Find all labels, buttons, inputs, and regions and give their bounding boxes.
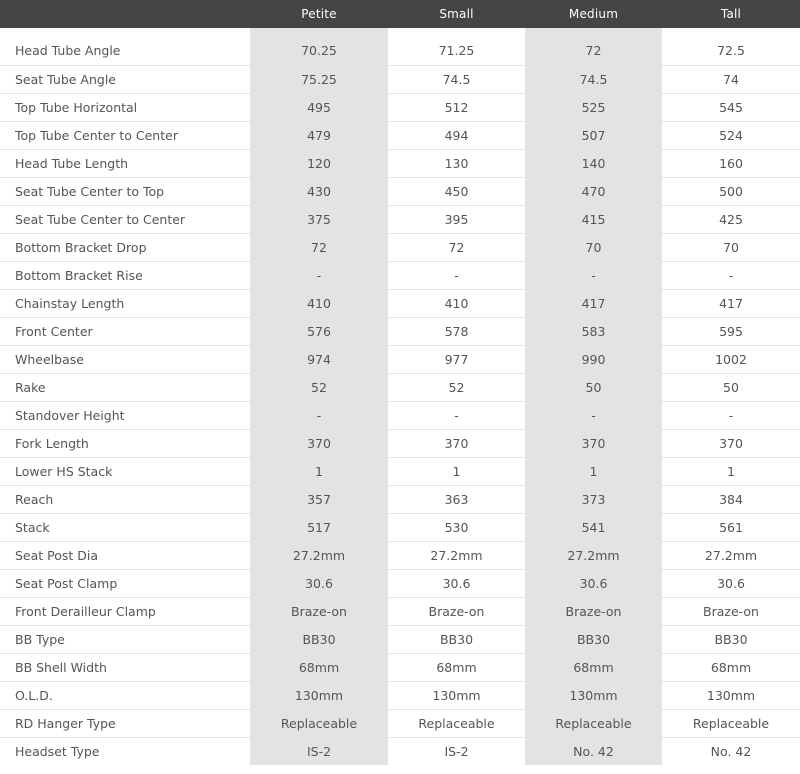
value-cell-petite: 27.2mm (250, 541, 388, 569)
value-cell-petite: 357 (250, 485, 388, 513)
header-row (0, 0, 800, 28)
value-cell-petite: 375 (250, 205, 388, 233)
value-cell-medium: 27.2mm (525, 541, 662, 569)
value-cell-tall: - (662, 261, 800, 289)
spacer-cell (0, 28, 250, 37)
value-cell-small: 130 (388, 149, 525, 177)
value-cell-medium: 541 (525, 513, 662, 541)
row-label: BB Type (0, 625, 250, 653)
table-row (0, 93, 800, 121)
value-cell-petite: 1 (250, 457, 388, 485)
value-cell-small: 578 (388, 317, 525, 345)
spacer-cell (525, 28, 662, 37)
value-cell-petite: Replaceable (250, 709, 388, 737)
value-cell-medium: 415 (525, 205, 662, 233)
table-row (0, 681, 800, 709)
value-cell-petite: 30.6 (250, 569, 388, 597)
value-cell-small: Replaceable (388, 709, 525, 737)
value-cell-tall: 27.2mm (662, 541, 800, 569)
row-label: Seat Tube Angle (0, 65, 250, 93)
value-cell-medium: 30.6 (525, 569, 662, 597)
value-cell-small: 363 (388, 485, 525, 513)
value-cell-petite: 72 (250, 233, 388, 261)
value-cell-medium: 990 (525, 345, 662, 373)
spacer-cell (662, 28, 800, 37)
value-cell-petite: 120 (250, 149, 388, 177)
value-cell-medium: 470 (525, 177, 662, 205)
value-cell-small: 395 (388, 205, 525, 233)
value-cell-petite: 974 (250, 345, 388, 373)
row-label: Head Tube Length (0, 149, 250, 177)
table-row (0, 569, 800, 597)
row-label: Top Tube Horizontal (0, 93, 250, 121)
row-label: Seat Tube Center to Center (0, 205, 250, 233)
value-cell-petite: 410 (250, 289, 388, 317)
value-cell-tall: 561 (662, 513, 800, 541)
value-cell-tall: 524 (662, 121, 800, 149)
table-row (0, 149, 800, 177)
value-cell-small: - (388, 261, 525, 289)
value-cell-medium: 70 (525, 233, 662, 261)
row-label: BB Shell Width (0, 653, 250, 681)
value-cell-small: 1 (388, 457, 525, 485)
value-cell-medium: 1 (525, 457, 662, 485)
table-row (0, 541, 800, 569)
row-label: Chainstay Length (0, 289, 250, 317)
value-cell-small: IS-2 (444, 743, 469, 759)
value-cell-small: 27.2mm (388, 541, 525, 569)
value-cell-tall: Braze-on (662, 597, 800, 625)
value-cell-tall: BB30 (662, 625, 800, 653)
table-row (0, 485, 800, 513)
value-cell-tall: 160 (662, 149, 800, 177)
value-cell-tall: 595 (662, 317, 800, 345)
value-cell-medium: - (525, 261, 662, 289)
value-cell-tall: 130mm (662, 681, 800, 709)
value-cell-petite: - (250, 401, 388, 429)
row-label: Bottom Bracket Drop (0, 233, 250, 261)
table-row (0, 289, 800, 317)
value-cell-medium: 74.5 (525, 65, 662, 93)
header-size-small: Small (439, 7, 474, 21)
value-cell-tall: 417 (662, 289, 800, 317)
value-cell-small: 68mm (388, 653, 525, 681)
value-cell-small: 450 (388, 177, 525, 205)
row-label: Headset Type (15, 743, 100, 759)
spacer-cell (388, 28, 525, 37)
header-label-cell (0, 0, 250, 28)
value-cell-medium: No. 42 (525, 737, 662, 765)
value-cell-small: 370 (388, 429, 525, 457)
row-label: Rake (0, 373, 250, 401)
value-cell-small: 410 (388, 289, 525, 317)
value-cell-petite: 370 (250, 429, 388, 457)
table-row (0, 401, 800, 429)
value-cell-petite: 70.25 (250, 37, 388, 65)
value-cell-small: 530 (388, 513, 525, 541)
table-row (0, 345, 800, 373)
value-cell-small: BB30 (388, 625, 525, 653)
row-label: Standover Height (0, 401, 250, 429)
table-row (0, 737, 800, 765)
value-cell-petite: 576 (250, 317, 388, 345)
value-cell-tall: 1 (662, 457, 800, 485)
value-cell-tall: 72.5 (662, 37, 800, 65)
table-row (0, 65, 800, 93)
spacer-cell (250, 28, 388, 37)
value-cell-tall: No. 42 (710, 743, 752, 759)
value-cell-small: 71.25 (388, 37, 525, 65)
header-size-petite: Petite (301, 7, 337, 21)
value-cell-tall: 370 (662, 429, 800, 457)
value-cell-tall: 545 (662, 93, 800, 121)
value-cell-small: - (388, 401, 525, 429)
value-cell-medium: 525 (525, 93, 662, 121)
table-row (0, 233, 800, 261)
value-cell-petite: 130mm (250, 681, 388, 709)
table-row (0, 625, 800, 653)
value-cell-tall: - (662, 401, 800, 429)
value-cell-tall: 74 (662, 65, 800, 93)
table-row (0, 261, 800, 289)
row-label: Bottom Bracket Rise (0, 261, 250, 289)
table-row (0, 205, 800, 233)
table-row (0, 709, 800, 737)
value-cell-medium: - (525, 401, 662, 429)
row-label: Head Tube Angle (0, 37, 250, 65)
value-cell-medium: 130mm (525, 681, 662, 709)
value-cell-medium: 583 (525, 317, 662, 345)
table-row (0, 597, 800, 625)
value-cell-medium: 507 (525, 121, 662, 149)
table-row (0, 513, 800, 541)
value-cell-petite: 517 (250, 513, 388, 541)
value-cell-tall: 500 (662, 177, 800, 205)
row-label: Stack (0, 513, 250, 541)
value-cell-petite: 52 (250, 373, 388, 401)
value-cell-tall: Replaceable (662, 709, 800, 737)
value-cell-petite: - (250, 261, 388, 289)
header-size-tall: Tall (720, 7, 742, 21)
value-cell-small: 977 (388, 345, 525, 373)
row-label: Seat Post Clamp (0, 569, 250, 597)
value-cell-medium: BB30 (525, 625, 662, 653)
value-cell-medium: 140 (525, 149, 662, 177)
value-cell-petite: 75.25 (250, 65, 388, 93)
table-row (0, 653, 800, 681)
value-cell-tall: 50 (662, 373, 800, 401)
table-row (0, 177, 800, 205)
header-size-medium: Medium (568, 7, 619, 21)
row-label: O.L.D. (0, 681, 250, 709)
value-cell-medium: 72 (525, 37, 662, 65)
value-cell-medium: 373 (525, 485, 662, 513)
value-cell-tall: 70 (662, 233, 800, 261)
value-cell-medium: 417 (525, 289, 662, 317)
table-row (0, 37, 800, 65)
value-cell-tall: 30.6 (662, 569, 800, 597)
value-cell-tall: 1002 (662, 345, 800, 373)
row-label: Wheelbase (0, 345, 250, 373)
row-label: Front Derailleur Clamp (0, 597, 250, 625)
row-label: Lower HS Stack (0, 457, 250, 485)
row-label: Top Tube Center to Center (0, 121, 250, 149)
row-label: Fork Length (0, 429, 250, 457)
value-cell-small: 52 (388, 373, 525, 401)
value-cell-tall: 68mm (662, 653, 800, 681)
value-cell-petite: BB30 (250, 625, 388, 653)
value-cell-medium: Replaceable (525, 709, 662, 737)
table-row (0, 121, 800, 149)
row-label: RD Hanger Type (0, 709, 250, 737)
value-cell-petite: 495 (250, 93, 388, 121)
value-cell-medium: 50 (525, 373, 662, 401)
value-cell-petite: 430 (250, 177, 388, 205)
table-row (0, 317, 800, 345)
row-label: Reach (0, 485, 250, 513)
value-cell-petite: 68mm (250, 653, 388, 681)
value-cell-medium: Braze-on (525, 597, 662, 625)
value-cell-small: 74.5 (388, 65, 525, 93)
value-cell-small: 72 (388, 233, 525, 261)
row-label: Seat Tube Center to Top (0, 177, 250, 205)
value-cell-small: 494 (388, 121, 525, 149)
value-cell-petite: IS-2 (250, 737, 388, 765)
table-row (0, 429, 800, 457)
value-cell-tall: 425 (662, 205, 800, 233)
value-cell-petite: 479 (250, 121, 388, 149)
value-cell-small: 130mm (388, 681, 525, 709)
value-cell-medium: 68mm (525, 653, 662, 681)
value-cell-small: 512 (388, 93, 525, 121)
value-cell-tall: 384 (662, 485, 800, 513)
value-cell-petite: Braze-on (250, 597, 388, 625)
table-row (0, 457, 800, 485)
spacer-row (0, 28, 800, 37)
table-row (0, 373, 800, 401)
value-cell-small: 30.6 (388, 569, 525, 597)
row-label: Seat Post Dia (0, 541, 250, 569)
value-cell-small: Braze-on (388, 597, 525, 625)
row-label: Front Center (0, 317, 250, 345)
value-cell-medium: 370 (525, 429, 662, 457)
